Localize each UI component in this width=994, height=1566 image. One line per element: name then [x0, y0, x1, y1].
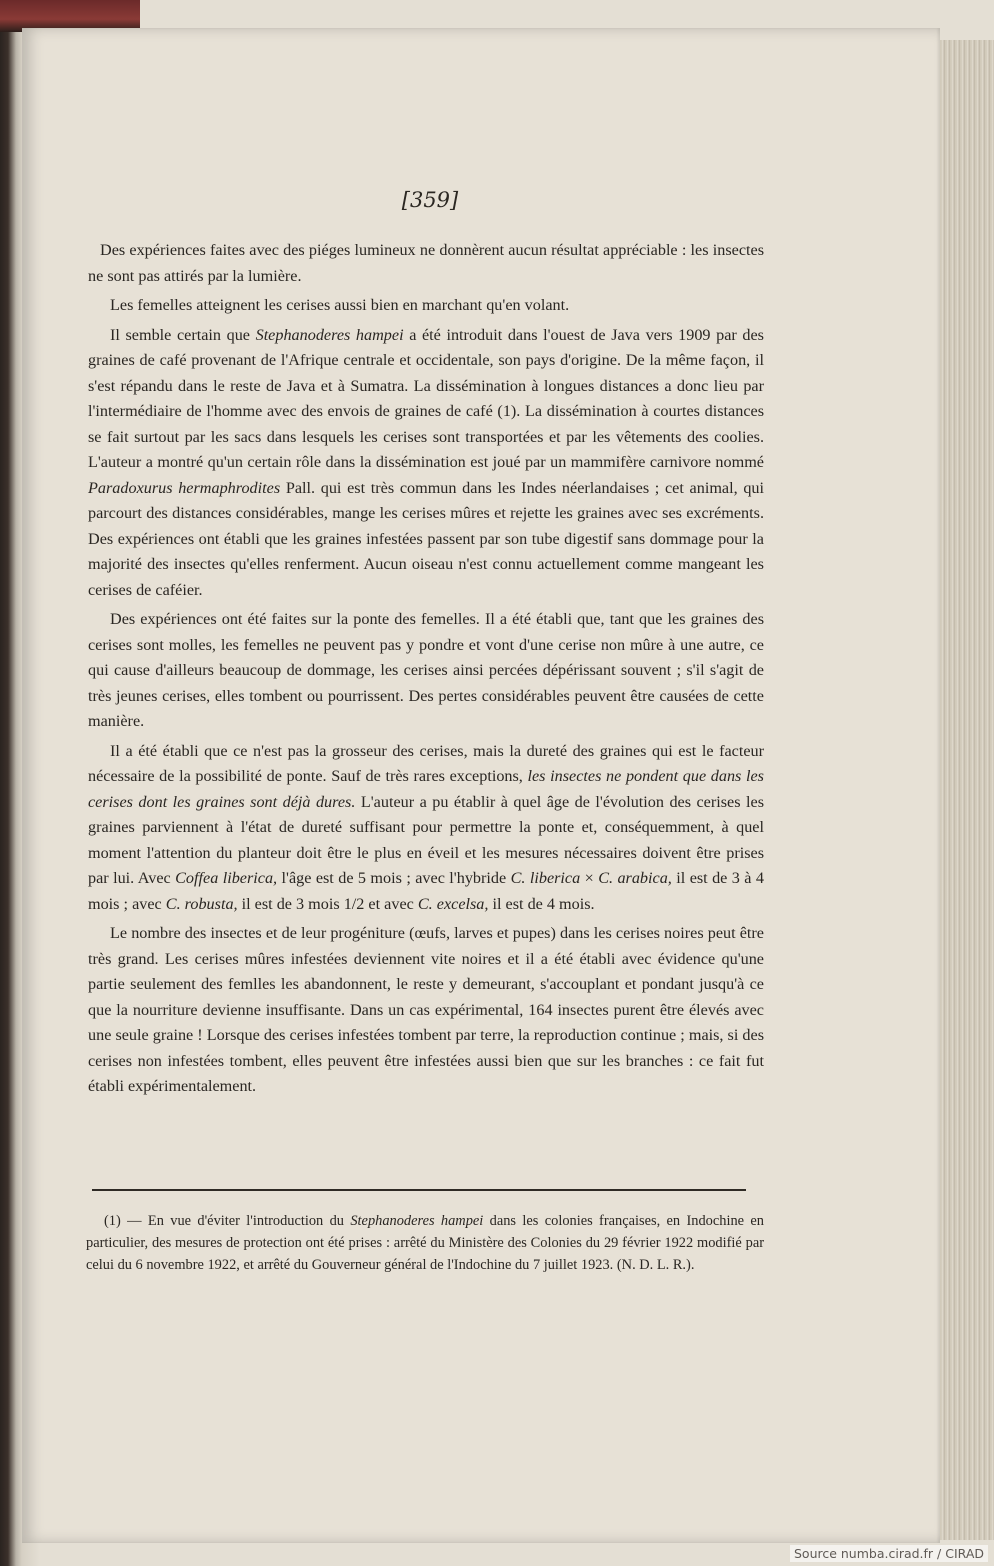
text-run: L'auteur a pu établir à quel âge de l'évolution des cerises les graines parviennent à l'état de dureté suffisant pour permettre la ponte et, conséquemment, à quel moment l'attention du planteur doit être le plus en éveil et les mesures nécessaires doivent être prises par lui. Avec — [88, 792, 764, 887]
text-run: il est de 4 mois. — [488, 894, 595, 913]
text-run: Pall. qui est très commun dans les Indes néerlandaises ; cet animal, qui parcourt des distances considérables, mange les cerises mûres et rejette les graines avec ses excréments. Des expériences ont établi que les graines infestées passent par son tube digestif sans dommage pour la majorité des insectes qu'elles renferment. Aucun oiseau n'est connu actuellement comme mangeant les cerises de caféier. — [88, 478, 765, 599]
text-run: dans les colonies françaises, en Indochine en particulier, des mesures de protection ont été prises : arrêté du Ministère des Colonies du 29 février 1922 modifié par celui du 6 novembre 1922, et arrêté du Gouverneur général de l'Indochine du 7 juillet 1923. (N. D. L. R.). — [86, 1213, 764, 1273]
italic-text: Coffea liberica, — [175, 869, 278, 887]
page-edges — [936, 40, 994, 1540]
text-run: a été introduit dans l'ouest de Java vers 1909 par des graines de café provenant de l'Afrique centrale et occidentale, son pays d'origine. De la même façon, il s'est répandu dans le reste de Java et à Sumatra. La dissémination à longues distances a donc lieu par l'intermédiaire de l'homme avec des envois de graines de café (1). La dissémination à courtes distances se fait surtout par les sacs dans lesquels les cerises sont transportées et par les vêtements des coolies. L'auteur a montré qu'un certain rôle dans la dissémination est joué par un mammifère carnivore nommé — [88, 325, 764, 471]
paragraph-3 — [88, 323, 764, 604]
italic-text: Stephanoderes hampei — [255, 325, 404, 344]
source-credit: Source numba.cirad.fr / CIRAD — [790, 1545, 988, 1562]
paragraph-6 — [88, 921, 764, 1100]
text-run: Il semble certain que — [110, 325, 256, 344]
text-run: Il a été établi que ce n'est pas la grosseur des cerises, mais la dureté des graines qui est le facteur nécessaire de la possibilité de ponte. Sauf de très rares exceptions, — [88, 741, 764, 785]
text-run: Des expériences faites avec des piéges lumineux ne donnèrent aucun résultat appréciable : les insectes ne sont pas attirés par la lumière. — [88, 241, 764, 285]
text-run: l'âge est de 5 mois ; avec l'hybride — [277, 869, 511, 887]
italic-text: C. arabica, — [598, 869, 672, 887]
footnote — [86, 1210, 764, 1276]
italic-text: les insectes ne pondent que dans les cerises dont les graines sont déjà dures. — [88, 767, 764, 811]
text-run: × — [580, 869, 599, 887]
text-run: il est de 3 mois 1/2 et avec — [237, 894, 418, 913]
italic-text: C. excelsa, — [417, 894, 489, 913]
paragraph-2 — [88, 293, 764, 319]
text-run: il est de 3 à 4 mois ; avec — [88, 869, 764, 913]
footnote-separator — [92, 1189, 746, 1191]
paragraph-1 — [88, 238, 764, 289]
italic-text: Paradoxurus hermaphrodites — [88, 478, 281, 497]
text-run: Les femelles atteignent les cerises aussi bien en marchant qu'en volant. — [110, 296, 570, 314]
footnote-text — [86, 1210, 764, 1276]
paragraph-4 — [88, 607, 764, 735]
body-text — [88, 238, 764, 1100]
text-run: (1) — En vue d'éviter l'introduction du — [104, 1213, 351, 1229]
italic-text: C. liberica — [510, 869, 581, 887]
text-run: Le nombre des insectes et de leur progéniture (œufs, larves et pupes) dans les cerises noires peut être très grand. Les cerises mûres infestées deviennent vite noires et il a été établi avec évidence qu'une partie seulement des femlles les abandonnent, le reste y demeurant, s'accouplant et pondant jusqu'à ce que la nourriture devienne insuffisante. Dans un cas expérimental, 164 insectes purent être élevés avec une seule graine ! Lorsque des cerises infestées tombent par terre, la reproduction continue ; mais, si des cerises non infestées tombent, elles peuvent être infestées aussi bien que sur les branches : ce fait fut établi expérimentalement. — [88, 924, 764, 1095]
italic-text: Stephanoderes hampei — [350, 1213, 484, 1229]
paragraph-5 — [88, 739, 764, 918]
italic-text: C. robusta, — [165, 894, 238, 913]
page-number: [359] — [401, 188, 459, 212]
text-run: Des expériences ont été faites sur la ponte des femelles. Il a été établi que, tant que les graines des cerises sont molles, les femelles ne peuvent pas y pondre et vont d'une cerise non mûre à une autre, ce qui cause d'ailleurs beaucoup de dommage, les cerises ainsi percées dépérissant souvent ; s'il s'agit de très jeunes cerises, elles tombent ou pourrissent. Des pertes considérables peuvent être causées de cette manière. — [88, 610, 764, 730]
